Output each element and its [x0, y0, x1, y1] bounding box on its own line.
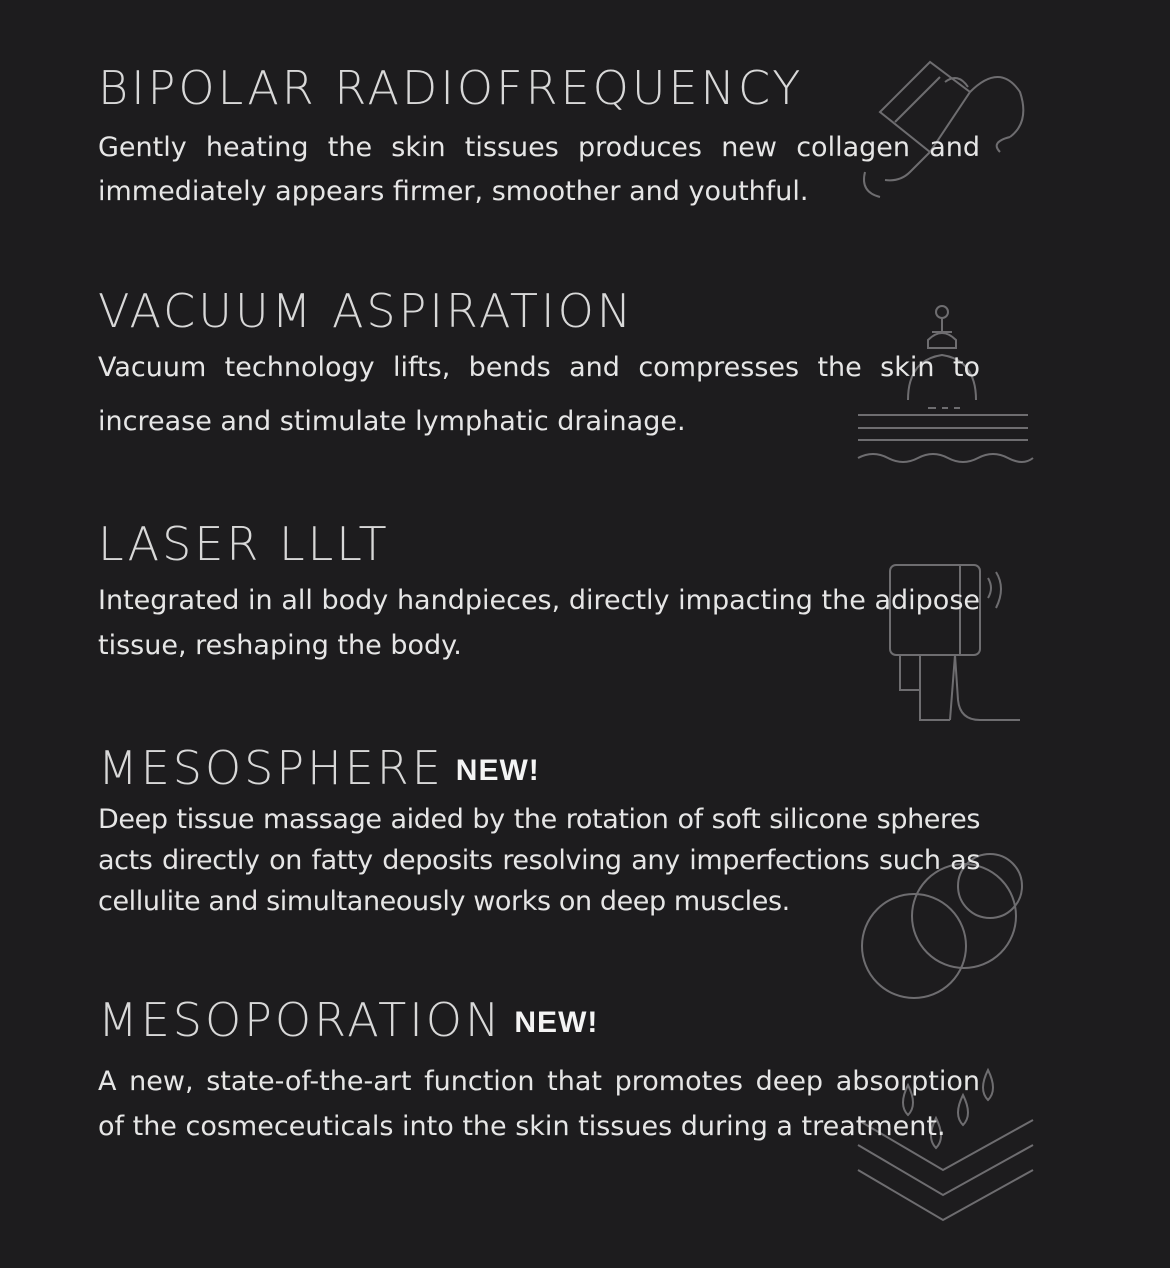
feature-title: [98, 518, 980, 570]
feature-laser-lllt: [98, 518, 980, 668]
feature-title: [98, 62, 980, 114]
feature-title-text: BIPOLAR RADIOFREQUENCY: [98, 61, 804, 115]
feature-title-text: MESOSPHERE: [98, 741, 444, 795]
new-badge: NEW!: [514, 1006, 599, 1039]
feature-description: A new, state-of-the-art function that promotes deep absorption of the cosmeceuticals into the skin tissues during a treatment.: [98, 1066, 980, 1142]
feature-mesoporation: [98, 994, 980, 1149]
feature-bipolar-radiofrequency: [98, 62, 980, 214]
feature-title-text: MESOPORATION: [98, 993, 503, 1047]
feature-mesosphere: [98, 742, 980, 922]
feature-description: Integrated in all body handpieces, directly impacting the adipose tissue, reshaping the body.: [98, 585, 980, 661]
feature-vacuum-aspiration: [98, 285, 980, 449]
feature-title-text: VACUUM ASPIRATION: [98, 284, 635, 338]
feature-description: Gently heating the skin tissues produces new collagen and immediately appears firmer, smoother and youthful.: [98, 132, 980, 207]
feature-description: Vacuum technology lifts, bends and compresses the skin to increase and stimulate lymphatic drainage.: [98, 352, 980, 437]
feature-title: [98, 285, 980, 337]
new-badge: NEW!: [455, 754, 540, 787]
feature-title: [98, 742, 980, 797]
feature-title-text: LASER LLLT: [98, 517, 390, 571]
feature-title: [98, 994, 980, 1049]
feature-description: Deep tissue massage aided by the rotation of soft silicone spheres acts directly on fatty deposits resolving any imperfections such as cellulite and simultaneously works on deep muscles.: [98, 804, 980, 917]
